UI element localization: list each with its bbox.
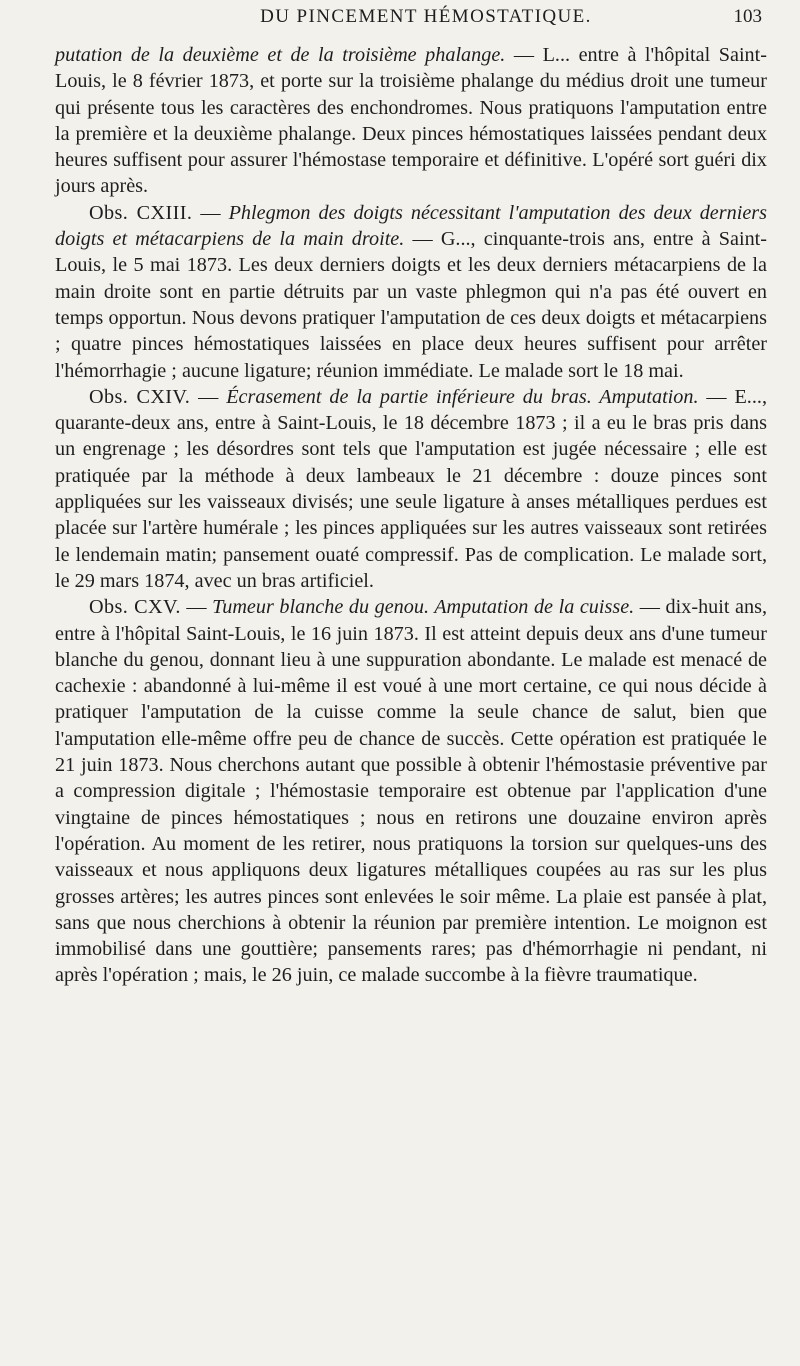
paragraph-obs-cxiii: Obs. CXIII. — Phlegmon des doigts nécessitant l'amputation des deux derniers doigts et métacarpiens de la main droite. — G..., cinquante-trois ans, entre à Saint-Louis, le 5 mai 1873. Les deux derniers doigts et les deux derniers métacarpiens de la main droite sont en partie détruits par un vaste phlegmon qui n'a pas été ouvert en temps opportun. Nous devons pratiquer l'amputation de ces deux doigts et métacarpiens ; quatre pinces hémostatiques laissées en place deux heures suffisent pour arrêter l'hémorrhagie ; aucune ligature; réunion immédiate. Le malade sort le 18 mai.: [55, 201, 767, 382]
paragraph-text: — E..., quarante-deux ans, entre à Saint-Louis, le 18 décembre 1873 ; il a eu le bras pris dans un engrenage ; les désordres sont tels que l'amputation est jugée nécessaire ; elle est pratiquée par la méthode à deux lambeaux le 21 décembre : douze pinces sont appliquées sur les vaisseaux divisés; une seule ligature à anses métalliques perdues est placée sur l'artère humérale ; les pinces appliquées sur les autres vaisseaux sont retirées le lendemain matin; pansement ouaté compressif. Pas de complication. Le malade sort, le 29 mars 1874, avec un bras artificiel.: [55, 385, 767, 592]
observation-label: Obs. CXIV.: [89, 385, 191, 408]
paragraph-title: Écrasement de la partie inférieure du bras. Amputation.: [226, 385, 699, 408]
paragraph-title: Tumeur blanche du genou. Amputation de la cuisse.: [212, 596, 635, 619]
paragraph-continuation: [55, 42, 767, 200]
paragraph-obs-cxv: Obs. CXV. — Tumeur blanche du genou. Amputation de la cuisse. — dix-huit ans, entre à l'hôpital Saint-Louis, le 16 juin 1873. Il est atteint depuis deux ans d'une tumeur blanche du genou, donnant lieu à une suppuration abondante. Le malade est menacé de cachexie : abandonné à lui-même il est voué à une mort certaine, ce qui nous décide à pratiquer l'amputation de la cuisse comme la seule chance de salut, bien que l'amputation elle-même offre peu de chance de succès. Cette opération est pratiquée le 21 juin 1873. Nous cherchons autant que possible à obtenir l'hémostasie préventive par a compression digitale ; l'hémostasie temporaire est obtenue par l'application d'une vingtaine de pinces hémostatiques ; nous en retirons une douzaine environ après l'opération. Au moment de les retirer, nous pratiquons la torsion sur quelques-uns des vaisseaux et nous appliquons deux ligatures métalliques coupées au ras sur les plus grosses artères; les autres pinces sont enlevées le soir même. La plaie est pansée à plat, sans que nous cherchions à obtenir la réunion par première intention. Le moignon est immobilisé dans une gouttière; pansements rares; pas d'hémorrhagie ni pendant, ni après l'opération ; mais, le 26 juin, ce malade succombe à la fièvre traumatique.: [55, 596, 767, 987]
paragraph-text: — G..., cinquante-trois ans, entre à Saint-Louis, le 5 mai 1873. Les deux derniers doigts et les deux derniers métacarpiens de la main droite sont en partie détruits par un vaste phlegmon qui n'a pas été ouvert en temps opportun. Nous devons pratiquer l'amputation de ces deux doigts et métacarpiens ; quatre pinces hémostatiques laissées en place deux heures suffisent pour arrêter l'hémorrhagie ; aucune ligature; réunion immédiate. Le malade sort le 18 mai.: [55, 228, 767, 382]
paragraph-title: Phlegmon des doigts nécessitant l'amputation des deux derniers doigts et métacarpiens de la main droite.: [55, 201, 767, 251]
page-header: [90, 6, 762, 36]
body-text: [55, 42, 767, 989]
paragraph-text: — L... entre à l'hôpital Saint-Louis, le 8 février 1873, et porte sur la troisième phalange du médius droit une tumeur qui présente tous les caractères des enchondromes. Nous pratiquons l'amputation entre la première et la deuxième phalange. Deux pinces hémostatiques laissées pendant deux heures suffisent pour assurer l'hémostase temporaire et définitive. L'opéré sort guéri dix jours après.: [55, 44, 767, 198]
paragraph-obs-cxiv: Obs. CXIV. — Écrasement de la partie inférieure du bras. Amputation. — E..., quarante-deux ans, entre à Saint-Louis, le 18 décembre 1873 ; il a eu le bras pris dans un engrenage ; les désordres sont tels que l'amputation est jugée nécessaire ; elle est pratiquée par la méthode à deux lambeaux le 21 décembre : douze pinces sont appliquées sur les vaisseaux divisés; une seule ligature à anses métalliques perdues est placée sur l'artère humérale ; les pinces appliquées sur les autres vaisseaux sont retirées le lendemain matin; pansement ouaté compressif. Pas de complication. Le malade sort, le 29 mars 1874, avec un bras artificiel.: [55, 385, 767, 592]
page-number: 103: [733, 6, 762, 27]
observation-label: Obs. CXV.: [89, 596, 181, 619]
paragraph-text: — dix-huit ans, entre à l'hôpital Saint-Louis, le 16 juin 1873. Il est atteint depuis deux ans d'une tumeur blanche du genou, donnant lieu à une suppuration abondante. Le malade est menacé de cachexie : abandonné à lui-même il est voué à une mort certaine, ce qui nous décide à pratiquer l'amputation de la cuisse comme la seule chance de salut, bien que l'amputation elle-même offre peu de chance de succès. Cette opération est pratiquée le 21 juin 1873. Nous cherchons autant que possible à obtenir l'hémostasie préventive par a compression digitale ; l'hémostasie temporaire est obtenue par l'application d'une vingtaine de pinces hémostatiques ; nous en retirons une douzaine environ après l'opération. Au moment de les retirer, nous pratiquons la torsion sur quelques-uns des vaisseaux et nous appliquons deux ligatures métalliques coupées au ras sur les plus grosses artères; les autres pinces sont enlevées le soir même. La plaie est pansée à plat, sans que nous cherchions à obtenir la réunion par première intention. Le moignon est immobilisé dans une gouttière; pansements rares; pas d'hémorrhagie ni pendant, ni après l'opération ; mais, le 26 juin, ce malade succombe à la fièvre traumatique.: [55, 596, 767, 987]
paragraph-title: putation de la deuxième et de la troisième phalange.: [55, 44, 506, 66]
observation-label: Obs. CXIII.: [89, 201, 193, 224]
running-title: DU PINCEMENT HÉMOSTATIQUE.: [260, 6, 592, 27]
